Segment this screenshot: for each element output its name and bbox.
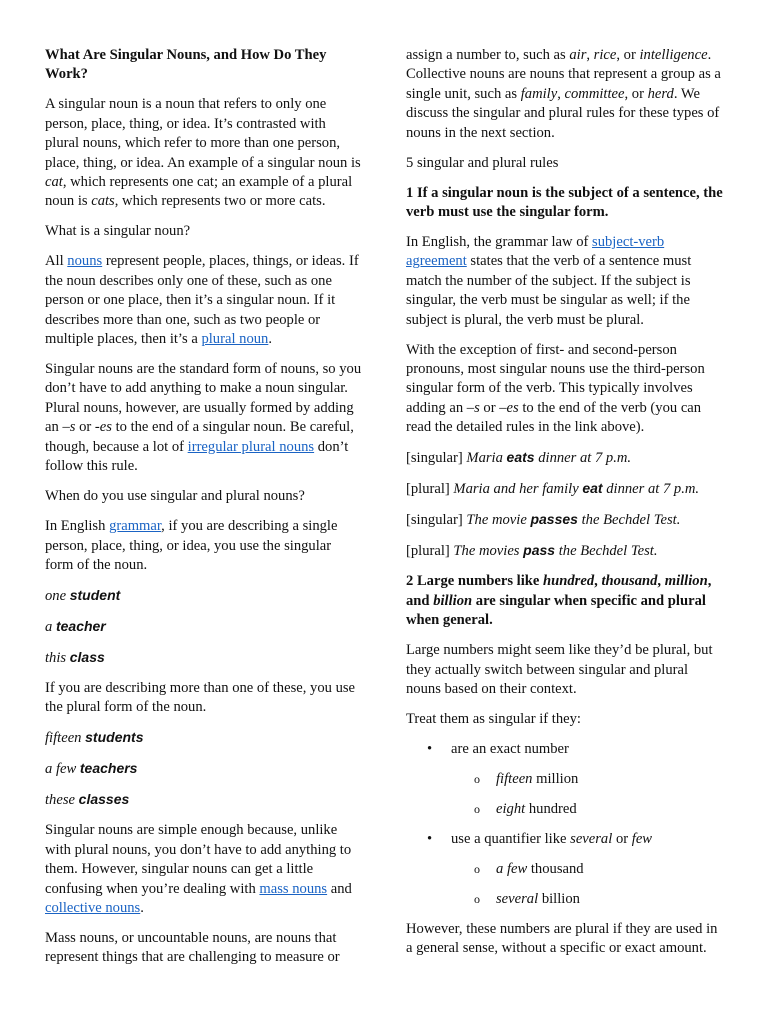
sub-item-several-billion: o several billion [406, 890, 724, 909]
verb-example-3: [singular] The movie passes the Bechdel Test. [406, 511, 681, 529]
plural-general-paragraph: However, these numbers are plural if they are used in a general sense, without a specific or exact amount. [406, 920, 718, 957]
verb-example-1: [singular] Maria eats dinner at 7 p.m. [406, 449, 632, 467]
left-column [45, 46, 363, 978]
sub-item-fifteen-million: o fifteen million [406, 770, 724, 789]
example-singular-1: one student [45, 586, 121, 604]
article-title: What Are Singular Nouns, and How Do They Work? [45, 47, 327, 83]
grammar-link[interactable]: grammar [109, 518, 162, 535]
mass-nouns-link[interactable]: mass nouns [259, 880, 328, 897]
verb-example-2: [plural] Maria and her family eat dinner at 7 p.m. [406, 480, 700, 498]
large-numbers-paragraph: Large numbers might seem like they’d be plural, but they actually switch between singular and plural nouns based on their context. [406, 642, 713, 697]
example-plural-2: a few teachers [45, 760, 138, 778]
mass-collective-paragraph: Singular nouns are simple enough because, unlike with plural nouns, you don’t have to add anything to them. However, singular nouns can get a little confusing when you’re dealing with mass nouns and collective nouns. [45, 822, 352, 916]
right-column [406, 46, 724, 969]
standard-form-paragraph: Singular nouns are the standard form of nouns, so you don’t have to add anything to make a noun singular. Plural nouns, however, are usually formed by adding an –s or -es to the end of a singular noun. Be careful, though, because a lot of irregular plural nouns don’t follow this rule. [45, 361, 362, 475]
third-person-paragraph: With the exception of first- and second-person pronouns, most singular nouns use the third-person singular form of the verb. This typically involves adding an –s or –es to the end of the verb (you can read the detailed rules in the link above). [406, 341, 705, 436]
list-item-quantifier: • use a quantifier like several or few [406, 830, 724, 849]
mass-nouns-paragraph: Mass nouns, or uncountable nouns, are nouns that represent things that are challenging to measure or [45, 929, 340, 966]
grammar-paragraph: In English grammar, if you are describing a single person, place, thing, or idea, you use the singular form of the noun. [45, 518, 338, 573]
sub-item-eight-hundred: o eight hundred [406, 800, 724, 819]
rule-2-heading: 2 Large numbers like hundred, thousand, million, and billion are singular when specific and plural when general. [406, 573, 712, 629]
subject-verb-paragraph: In English, the grammar law of subject-verb agreement states that the verb of a sentence must match the number of the subject. If the subject is singular, the verb must be singular as well; if the subject is plural, the verb must be plural. [406, 234, 692, 328]
question-what-is: What is a singular noun? [45, 223, 191, 240]
collective-nouns-link[interactable]: collective nouns [45, 899, 141, 916]
irregular-plural-nouns-link[interactable]: irregular plural nouns [187, 438, 315, 455]
treat-singular-paragraph: Treat them as singular if they: [406, 710, 581, 727]
plural-noun-link[interactable]: plural noun [201, 331, 269, 348]
example-plural-1: fifteen students [45, 729, 144, 747]
verb-example-4: [plural] The movies pass the Bechdel Test. [406, 542, 658, 560]
subject-verb-agreement-link[interactable]: subject-verb agreement [406, 234, 665, 270]
nouns-paragraph: All nouns represent people, places, things, or ideas. If the noun describes only one of these, such as one person or one place, then it’s a singular noun. If it describes more than one, such as two people or multiple places, then it’s a plural noun. [45, 253, 359, 348]
rules-subheading: 5 singular and plural rules [406, 154, 559, 171]
nouns-link[interactable]: nouns [67, 253, 103, 270]
question-when-use: When do you use singular and plural nouns? [45, 488, 305, 505]
mass-nouns-continued-paragraph: assign a number to, such as air, rice, or intelligence. Collective nouns are nouns that represent a group as a single unit, such as family, committee, or herd. We discuss the singular and plural rules for these types of nouns in the next section. [406, 47, 721, 141]
sub-item-a-few-thousand: o a few thousand [406, 860, 724, 879]
intro-paragraph: A singular noun is a noun that refers to only one person, place, thing, or idea. It’s contrasted with plural nouns, which refer to more than one person, place, thing, or idea. An example of a singular noun is cat, which represents one cat; an example of a plural noun is cats, which represents two or more cats. [45, 96, 361, 210]
rule-1-heading: 1 If a singular noun is the subject of a sentence, the verb must use the singular form. [406, 184, 723, 221]
list-item-exact-number: • are an exact number [406, 740, 724, 759]
singular-conditions-list [406, 740, 724, 909]
example-singular-2: a teacher [45, 617, 106, 635]
plural-form-paragraph: If you are describing more than one of these, you use the plural form of the noun. [45, 679, 356, 716]
example-plural-3: these classes [45, 791, 130, 809]
example-singular-3: this class [45, 648, 105, 666]
